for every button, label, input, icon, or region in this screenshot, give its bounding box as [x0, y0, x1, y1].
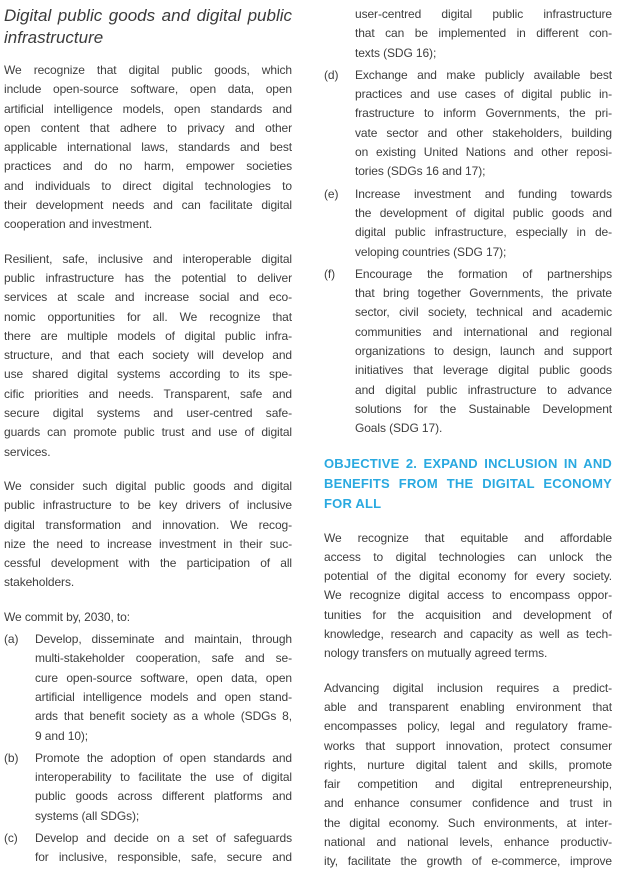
text-line: structure, and that each society will develop and [4, 348, 292, 363]
text-line: tunities for the acquisition and development of [324, 607, 612, 622]
text-line: We commit by, 2030, to: [4, 609, 130, 624]
list-item-label: (f) [324, 266, 336, 281]
list-item [4, 749, 292, 826]
text-line: the development of digital public goods and [355, 205, 612, 220]
text-line: Advancing digital inclusion requires a predict- [324, 680, 612, 695]
text-line: secure digital systems and user-centred safe- [4, 406, 292, 421]
text-line: cooperation and investment. [4, 217, 153, 232]
text-line: and enhance consumer confidence and trust in [324, 796, 612, 811]
text-line: nomic opportunities for all. We recognize that [4, 309, 292, 324]
text-line: works that support innovation, protect consumer [324, 738, 612, 753]
text-line: 9 and 10); [35, 728, 89, 743]
text-line: Promote the adoption of open standards and [35, 750, 292, 765]
list-item-label: (d) [324, 67, 339, 82]
list-item-label: (b) [4, 750, 19, 765]
text-line: OBJECTIVE 2. EXPAND INCLUSION IN AND [324, 455, 612, 471]
text-line: multi-stakeholder cooperation, safe and se- [35, 651, 292, 666]
text-line: FOR ALL [324, 495, 382, 511]
paragraph [4, 477, 292, 593]
text-line: there are multiple models of digital public infra- [4, 328, 292, 343]
text-line: stakeholders. [4, 575, 75, 590]
text-line: ity, facilitate the growth of e-commerce, improve [324, 854, 612, 869]
list-item [324, 185, 612, 262]
text-line: applicable international laws, standards and best [4, 140, 292, 155]
paragraph [4, 61, 292, 235]
paragraph [324, 679, 612, 871]
text-line: Develop and decide on a set of safeguards [35, 830, 292, 845]
text-line: interoperability to facilitate the use of digital [35, 770, 292, 785]
text-line: national and national levels, enhance productiv- [324, 834, 612, 849]
section-title [4, 5, 292, 49]
text-line: cessful development with the participation of all [4, 556, 292, 571]
text-line: We consider such digital public goods and digital [4, 478, 292, 493]
text-line: encompasses policy, legal and regulatory frame- [324, 719, 612, 734]
paragraph [324, 529, 612, 664]
text-line: vate sector and other stakeholders, building [355, 125, 612, 140]
text-line: We recognize that equitable and affordable [324, 530, 612, 545]
text-line: artificial intelligence models and open stand- [35, 689, 292, 704]
left-column [4, 5, 292, 871]
text-line: cure open-source software, open data, open [35, 670, 292, 685]
paragraph [4, 608, 292, 627]
objective-heading [324, 454, 612, 514]
text-line: practices and use cases of digital public in- [355, 87, 612, 102]
text-line: Develop, disseminate and maintain, through [35, 632, 292, 647]
text-line: Resilient, safe, inclusive and interoperable digital [4, 251, 292, 266]
text-line: sector, civil society, technical and academic [355, 305, 612, 320]
text-line: frastructure to inform Governments, the pri- [355, 106, 612, 121]
text-line: able and transparent enabling environment that [324, 699, 612, 714]
text-line: BENEFITS FROM THE DIGITAL ECONOMY [324, 475, 612, 491]
text-line: services. [4, 444, 51, 459]
text-line: public goods across different platforms and [35, 789, 292, 804]
text-line: nize the need to increase investment in their suc- [4, 536, 292, 551]
text-line: for inclusive, responsible, safe, secure and [35, 850, 292, 865]
text-line: public infrastructure to be key drivers of inclusive [4, 498, 292, 513]
text-line: Exchange and make publicly available best [355, 67, 612, 82]
text-line: and digital public infrastructure to advance [355, 382, 612, 397]
text-line: digital public infrastructure, especially in de- [355, 225, 612, 240]
text-line: communities and international and regional [355, 324, 612, 339]
paragraph [4, 250, 292, 462]
text-line: nology transfers on mutually agreed terms. [324, 646, 548, 661]
text-line: knowledge, research and capacity as well as tech- [324, 627, 612, 642]
list-item [4, 829, 292, 868]
text-line: public infrastructure has the potential to deliver [4, 270, 292, 285]
text-line: on existing United Nations and other reposi- [355, 145, 612, 160]
text-line: initiatives that leverage digital public goods [355, 363, 612, 378]
text-line: services at scale and increase social and eco- [4, 290, 292, 305]
text-line: digital transformation and innovation. We recog- [4, 517, 292, 532]
text-line: use shared digital systems according to its spe- [4, 367, 292, 382]
text-line: access to digital technologies can unlock the [324, 549, 612, 564]
text-line: guards can promote public trust and use of digital [4, 425, 292, 440]
text-line: We recognize digital access to encompass oppor- [324, 588, 612, 603]
text-line: Goals (SDG 17). [355, 421, 443, 436]
text-line: user-centred digital public infrastructure [355, 7, 612, 21]
list-item [324, 66, 612, 182]
text-line: infrastructure [4, 28, 104, 47]
text-line: open content that adhere to privacy and other [4, 120, 292, 135]
list-item-label: (e) [324, 186, 339, 201]
text-line: their development needs and can facilitate digital [4, 198, 292, 213]
list-item [324, 265, 612, 439]
text-line: We recognize that digital public goods, which [4, 63, 292, 77]
text-line: Digital public goods and digital public [4, 6, 292, 25]
list-item-continuation [324, 5, 612, 63]
text-line: tories (SDGs 16 and 17); [355, 164, 486, 179]
text-line: that bring together Governments, the private [355, 286, 612, 301]
text-line: solutions for the Sustainable Development [355, 401, 612, 416]
list-item-label: (c) [4, 830, 18, 845]
list-item-label: (a) [4, 632, 19, 647]
text-line: organizations to design, launch and support [355, 344, 612, 359]
text-line: the digital economy. Such environments, at inter- [324, 815, 612, 830]
text-line: that can be implemented in different con- [355, 26, 612, 41]
text-line: rights, nurture digital talent and skills, promote [324, 757, 612, 772]
text-line: veloping countries (SDG 17); [355, 244, 507, 259]
text-line: cific priorities and needs. Transparent, safe and [4, 386, 292, 401]
text-line: Increase investment and funding towards [355, 186, 612, 201]
text-line: include open-source software, open data, open [4, 82, 292, 97]
text-line: and individuals to direct digital technologies to [4, 178, 292, 193]
text-line: systems (all SDGs); [35, 808, 140, 823]
text-line: Encourage the formation of partnerships [355, 266, 612, 281]
right-column [324, 5, 612, 871]
text-line: practices and do no harm, empower societies [4, 159, 292, 174]
text-line: ards that benefit society as a whole (SDGs 8, [35, 709, 292, 724]
list-item [4, 630, 292, 746]
text-line: texts (SDG 16); [355, 45, 437, 60]
text-line: potential of the digital economy for every society. [324, 569, 612, 584]
text-line: artificial intelligence models, open standards and [4, 101, 292, 116]
text-line: fair competition and digital entrepreneurship, [324, 777, 612, 792]
